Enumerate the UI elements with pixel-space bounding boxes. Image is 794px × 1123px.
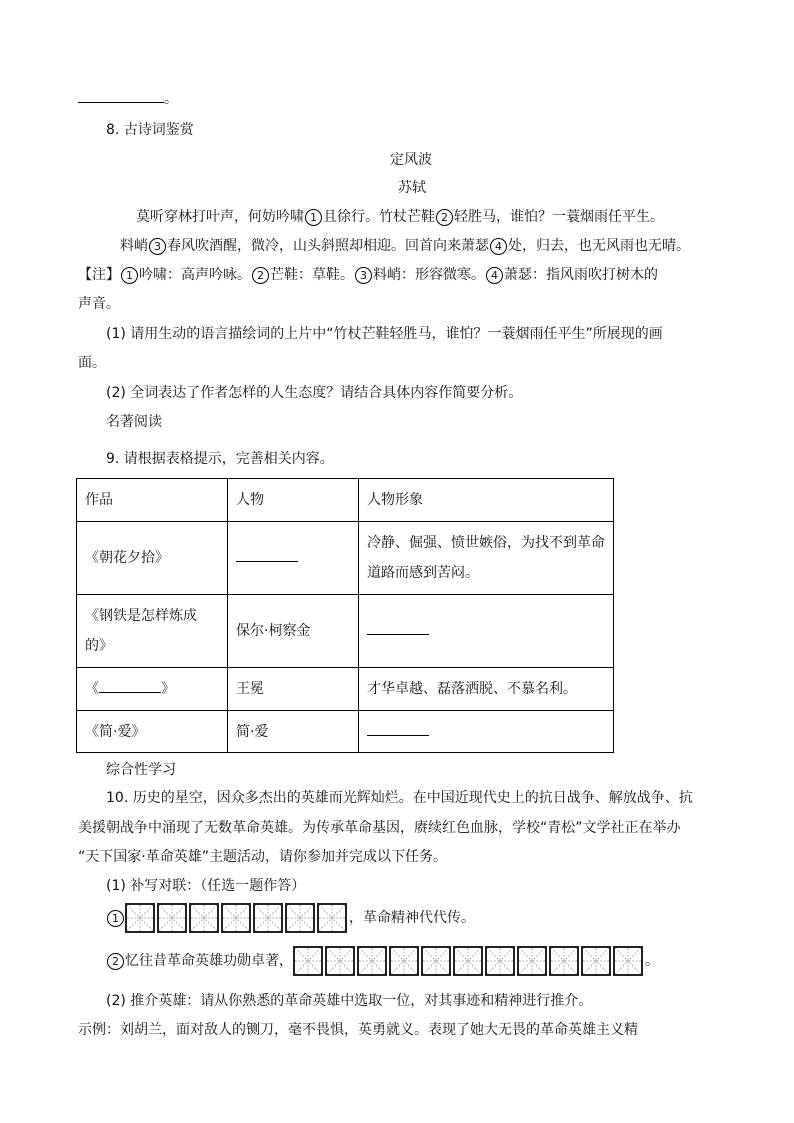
q10-paragraph: “天下国家·革命英雄”主题活动，请你参加并完成以下任务。	[78, 849, 447, 865]
footnote-marker: 1	[121, 267, 138, 284]
writing-box[interactable]	[325, 946, 355, 976]
writing-box[interactable]	[613, 946, 643, 976]
table-header: 人物	[228, 479, 359, 522]
answer-blank-cell[interactable]	[228, 522, 359, 595]
writing-box[interactable]	[285, 903, 315, 933]
character-grid[interactable]	[293, 946, 645, 976]
writing-box[interactable]	[157, 903, 187, 933]
table-cell: 《钢铁是怎样炼成 的》	[77, 595, 228, 668]
answer-blank-cell[interactable]: 《 》	[77, 668, 228, 711]
poem-title: 定风波	[390, 152, 432, 168]
writing-box[interactable]	[549, 946, 579, 976]
table-row	[77, 711, 614, 753]
writing-box[interactable]	[357, 946, 387, 976]
writing-box[interactable]	[421, 946, 451, 976]
q10-paragraph: 10. 历史的星空，因众多杰出的英雄而光辉灿烂。在中国近现代史上的抗日战争、解放战争、抗	[106, 790, 693, 806]
writing-box[interactable]	[389, 946, 419, 976]
section-zonghe: 综合性学习	[106, 762, 176, 778]
answer-blank-line[interactable]: 。	[78, 88, 178, 109]
poem-note: 【注】 1 吟啸：高声吟咏。 2 芒鞋：草鞋。 3 料峭：形容微寒。 4 萧瑟：指风雨吹打树木的	[78, 267, 658, 283]
writing-box[interactable]	[293, 946, 323, 976]
table-cell: 保尔·柯察金	[228, 595, 359, 668]
writing-box[interactable]	[221, 903, 251, 933]
writing-box[interactable]	[485, 946, 515, 976]
character-table	[76, 478, 614, 753]
table-row	[77, 522, 614, 595]
character-grid[interactable]	[125, 903, 349, 933]
writing-box[interactable]	[125, 903, 155, 933]
footnote-marker: 4	[486, 267, 503, 284]
poem-note-cont: 声音。	[78, 296, 120, 312]
table-cell: 《朝花夕拾》	[77, 522, 228, 595]
table-row	[77, 595, 614, 668]
writing-box[interactable]	[517, 946, 547, 976]
writing-box[interactable]	[453, 946, 483, 976]
table-cell: 简·爱	[228, 711, 359, 753]
footnote-marker: 4	[490, 238, 507, 255]
table-cell: 冷静、倔强、愤世嫉俗，为找不到革命 道路而感到苦闷。	[359, 522, 614, 595]
footnote-marker: 3	[355, 267, 372, 284]
footnote-marker: 3	[149, 238, 166, 255]
option-marker: 1	[107, 910, 124, 927]
writing-box[interactable]	[581, 946, 611, 976]
q10-sub2: (2) 推介英雄：请从你熟悉的革命英雄中选取一位，对其事迹和精神进行推介。	[106, 993, 593, 1009]
footnote-marker: 2	[436, 209, 453, 226]
answer-blank-cell[interactable]	[359, 711, 614, 753]
q8-sub1: (1) 请用生动的语言描绘词的上片中“竹杖芒鞋轻胜马，谁怕？一蓑烟雨任平生”所展现的画	[106, 326, 663, 342]
q8-sub1-cont: 面。	[78, 355, 106, 371]
table-cell: 才华卓越、磊落洒脱、不慕名利。	[359, 668, 614, 711]
poem-line-2: 料峭 3 春风吹酒醒，微冷，山头斜照却相迎。回首向来萧瑟 4 处，归去，也无风雨也无晴。	[120, 238, 690, 254]
answer-blank-cell[interactable]	[359, 595, 614, 668]
option-marker: 2	[107, 953, 124, 970]
q9-heading: 9. 请根据表格提示，完善相关内容。	[106, 451, 334, 467]
q10-paragraph: 美援朝战争中涌现了无数革命英雄。为传承革命基因，赓续红色血脉，学校“青松”文学社正在举办	[78, 820, 681, 836]
table-header-row	[77, 479, 614, 522]
table-header: 作品	[77, 479, 228, 522]
footnote-marker: 1	[305, 209, 322, 226]
q8-heading: 8. 古诗词鉴赏	[106, 122, 194, 138]
table-header: 人物形象	[359, 479, 614, 522]
table-row	[77, 668, 614, 711]
poem-author: 苏轼	[398, 180, 426, 196]
couplet-option-1: 1 ，革命精神代代传。	[106, 902, 475, 934]
footnote-marker: 2	[252, 267, 269, 284]
poem-line-1: 莫听穿林打叶声，何妨吟啸 1 且徐行。竹杖芒鞋 2 轻胜马，谁怕？一蓑烟雨任平生。	[136, 209, 664, 225]
section-mingzhu: 名著阅读	[106, 414, 162, 430]
writing-box[interactable]	[317, 903, 347, 933]
writing-box[interactable]	[253, 903, 283, 933]
q10-sub1: (1) 补写对联：（任选一题作答）	[106, 878, 306, 894]
writing-box[interactable]	[189, 903, 219, 933]
table-cell: 《简·爱》	[77, 711, 228, 753]
q8-sub2: (2) 全词表达了作者怎样的人生态度？请结合具体内容作简要分析。	[106, 385, 523, 401]
couplet-option-2: 2 忆往昔革命英雄功勋卓著， 。	[106, 945, 659, 977]
q10-example: 示例：刘胡兰，面对敌人的铡刀，毫不畏惧，英勇就义。表现了她大无畏的革命英雄主义精	[78, 1022, 638, 1038]
table-cell: 王冕	[228, 668, 359, 711]
